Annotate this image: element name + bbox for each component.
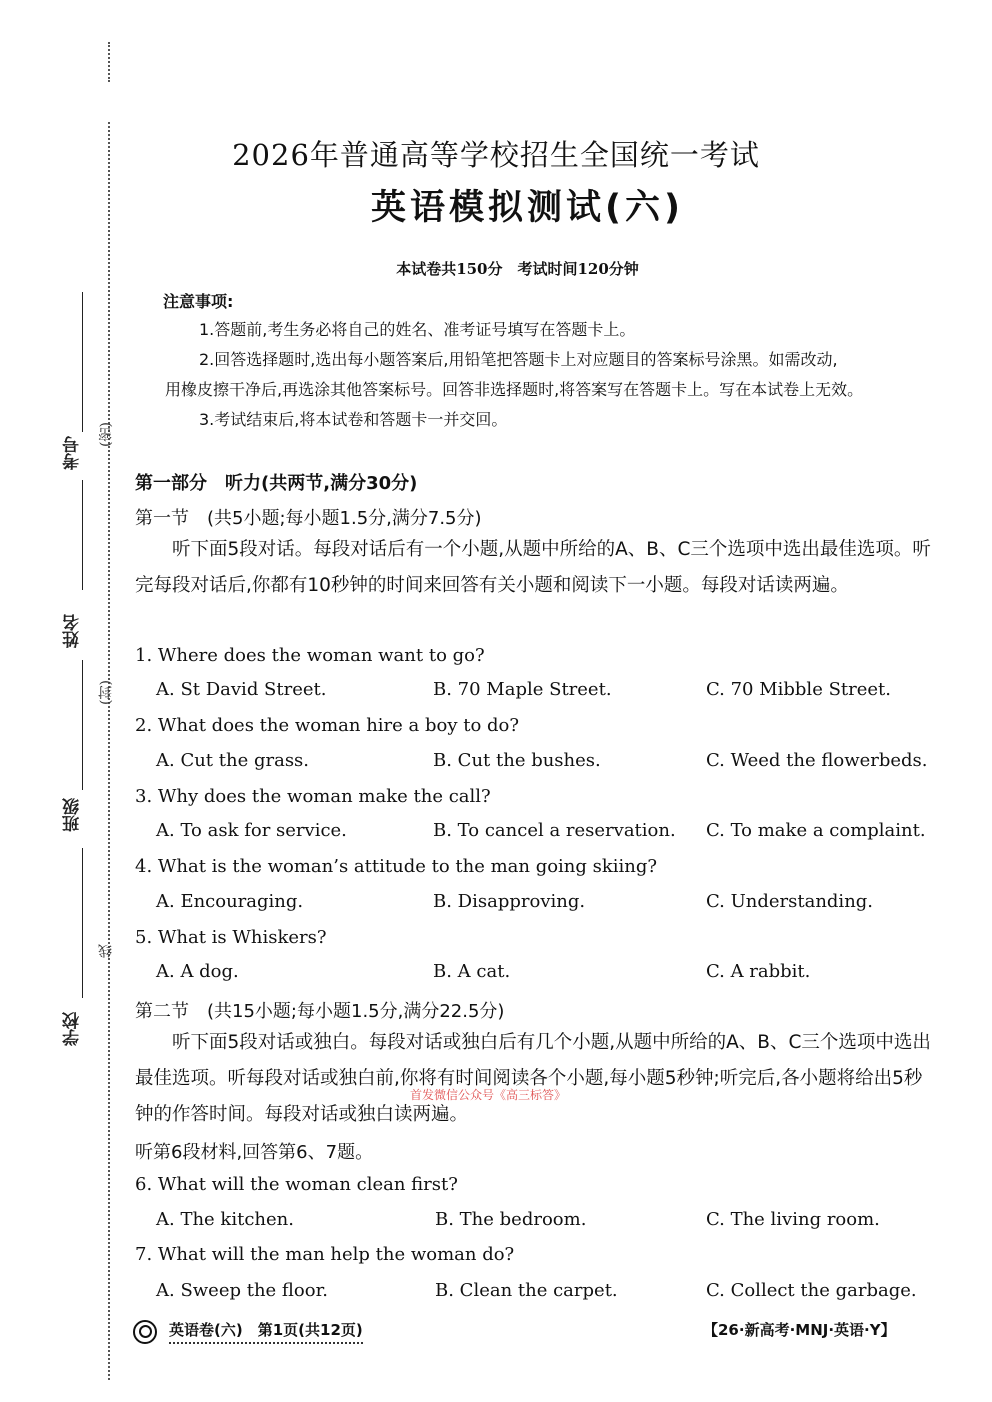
section1-instructions-text: 听下面5段对话。每段对话后有一个小题,从题中所给的A、B、C三个选项中选出最佳选项。听完每段对话后,你都有10秒钟的时间来回答有关小题和阅读下一小题。每段对话读两遍。 (135, 539, 931, 596)
name-label: 姓名 (63, 614, 83, 648)
q7-option-a: A. Sweep the floor. (156, 1280, 328, 1301)
q5-option-c: C. A rabbit. (706, 961, 811, 982)
section2-instructions (135, 1025, 935, 1133)
question-2: 2. What does the woman hire a boy to do? (135, 715, 520, 736)
section1-heading: 第一节 (共5小题;每小题1.5分,满分7.5分) (135, 508, 482, 529)
question-3: 3. Why does the woman make the call? (135, 786, 491, 807)
notice-title: 注意事项: (163, 292, 234, 311)
name-line (82, 660, 83, 790)
seal-mi: (密) (98, 422, 114, 447)
class-line (82, 848, 83, 998)
class-label: 班级 (63, 798, 83, 832)
q7-option-c: C. Collect the garbage. (706, 1280, 917, 1301)
q1-option-b: B. 70 Maple Street. (433, 679, 612, 700)
q5-option-a: A. A dog. (156, 961, 239, 982)
seal-xian: 线 (98, 944, 114, 958)
binding-dotted-line (108, 122, 110, 1380)
exam-no-line-lower (82, 480, 83, 590)
question-5: 5. What is Whiskers? (135, 927, 327, 948)
q6-option-c: C. The living room. (706, 1209, 880, 1230)
notice-item-1: 1.答题前,考生务必将自己的姓名、准考证号填写在答题卡上。 (199, 320, 636, 339)
q1-option-a: A. St David Street. (156, 679, 327, 700)
q4-option-b: B. Disapproving. (433, 891, 586, 912)
school-label: 学校 (63, 1012, 83, 1046)
q2-option-a: A. Cut the grass. (156, 750, 310, 771)
paper-title: 英语模拟测试(六) (371, 188, 684, 228)
q3-option-a: A. To ask for service. (156, 820, 347, 841)
q6-option-b: B. The bedroom. (435, 1209, 587, 1230)
question-7: 7. What will the man help the woman do? (135, 1244, 515, 1265)
q1-option-c: C. 70 Mibble Street. (706, 679, 891, 700)
question-1: 1. Where does the woman want to go? (135, 645, 485, 666)
section1-instructions (135, 532, 935, 604)
q6-option-a: A. The kitchen. (156, 1209, 294, 1230)
notice-item-3: 3.考试结束后,将本试卷和答题卡一并交回。 (199, 410, 508, 429)
q2-option-c: C. Weed the flowerbeds. (706, 750, 928, 771)
part1-heading: 第一部分 听力(共两节,满分30分) (135, 473, 418, 494)
q4-option-a: A. Encouraging. (156, 891, 304, 912)
q2-option-b: B. Cut the bushes. (433, 750, 601, 771)
footer-code: 【26·新高考·MNJ·英语·Y】 (703, 1321, 896, 1339)
exam-title: 2026年普通高等学校招生全国统一考试 (232, 138, 760, 172)
seal-feng: (封) (98, 680, 114, 705)
q4-option-c: C. Understanding. (706, 891, 874, 912)
q3-option-c: C. To make a complaint. (706, 820, 926, 841)
footer-page-info: 英语卷(六) 第1页(共12页) (169, 1319, 363, 1344)
exam-no-label: 考号 (63, 436, 83, 470)
section2-instructions-text: 听下面5段对话或独白。每段对话或独白后有几个小题,从题中所给的A、B、C三个选项中选出最佳选项。听每段对话或独白前,你将有时间阅读各个小题,每小题5秒钟;听完后,各小题将给出5秒钟的作答时间。每段对话或独白读两遍。 (135, 1032, 931, 1125)
binding-dotted-line-top (108, 42, 110, 82)
watermark: 首发微信公众号《高三标答》 (410, 1088, 567, 1102)
question-6: 6. What will the woman clean first? (135, 1174, 458, 1195)
publisher-logo-icon (133, 1320, 157, 1344)
question-4: 4. What is the woman’s attitude to the man going skiing? (135, 856, 658, 877)
exam-no-line (82, 292, 83, 432)
material-note: 听第6段材料,回答第6、7题。 (135, 1142, 374, 1163)
notice-item-2-cont: 用橡皮擦干净后,再选涂其他答案标号。回答非选择题时,将答案写在答题卡上。写在本试卷上无效。 (165, 380, 864, 399)
section2-heading: 第二节 (共15小题;每小题1.5分,满分22.5分) (135, 1001, 505, 1022)
footer-left (133, 1319, 363, 1344)
exam-info: 本试卷共150分 考试时间120分钟 (396, 260, 639, 278)
q7-option-b: B. Clean the carpet. (435, 1280, 618, 1301)
q5-option-b: B. A cat. (433, 961, 511, 982)
q3-option-b: B. To cancel a reservation. (433, 820, 676, 841)
notice-item-2: 2.回答选择题时,选出每小题答案后,用铅笔把答题卡上对应题目的答案标号涂黑。如需改动, (199, 350, 838, 369)
